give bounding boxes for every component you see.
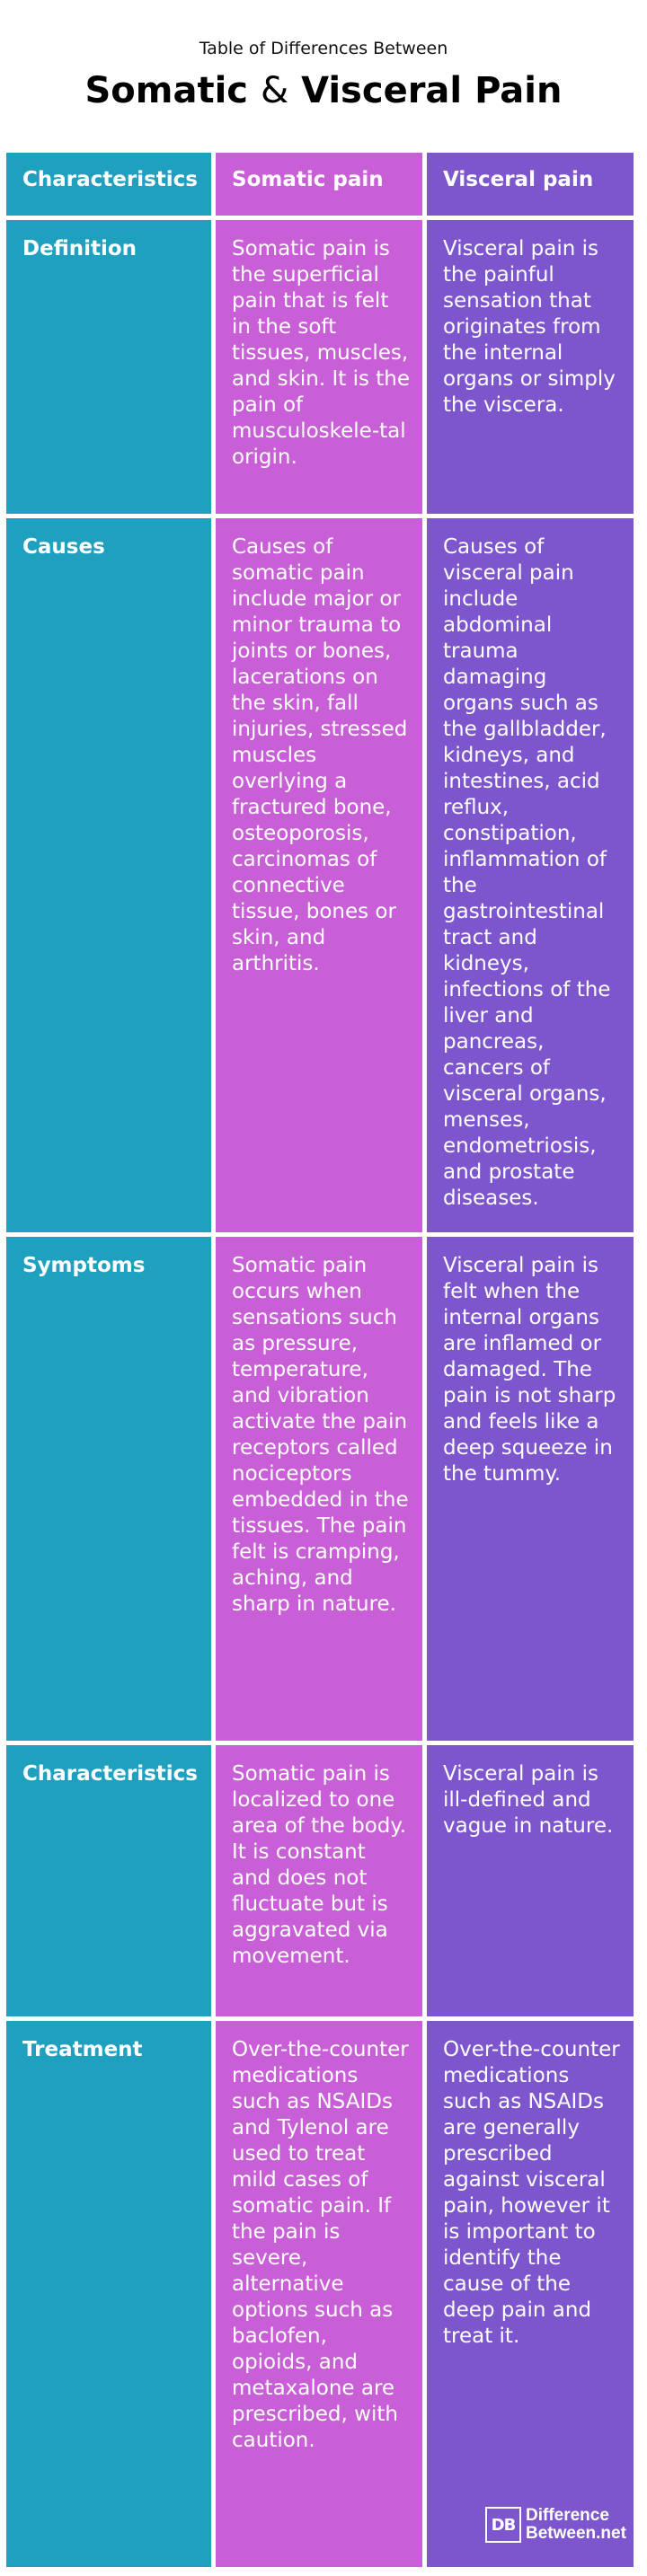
db-logo-icon: DB	[485, 2507, 521, 2543]
row-label-causes: Causes	[6, 518, 211, 1232]
row-label-symptoms: Symptoms	[6, 1237, 211, 1741]
row-label-characteristics: Characteristics	[6, 1745, 211, 2016]
column-header-somatic: Somatic pain	[216, 153, 422, 216]
page-title	[0, 70, 647, 111]
row-label-definition: Definition	[6, 220, 211, 514]
somatic-definition-cell: Somatic pain is the superficial pain that is felt in the soft tissues, muscles, and skin. It is the pain of musculoskele-tal origin.	[216, 220, 422, 514]
row-label-treatment: Treatment	[6, 2021, 211, 2567]
logo-line-1: Difference	[526, 2506, 609, 2525]
visceral-symptoms-cell: Visceral pain is felt when the internal organs are inflamed or damaged. The pain is not sharp and feels like a deep squeeze in the tummy.	[427, 1237, 634, 1741]
page-subtitle: Table of Differences Between	[199, 39, 448, 58]
logo-line-2: Between.net	[526, 2524, 626, 2543]
visceral-causes-cell: Causes of visceral pain include abdominal trauma damaging organs such as the gallbladder, kidneys, and intestines, acid reflux, constipation, inflammation of the gastrointestinal tract and kidneys, infections of the liver and pancreas, cancers of visceral organs, menses, endometriosis, and prostate diseases.	[427, 518, 634, 1232]
logo-wordmark	[526, 2507, 626, 2543]
title-right: Visceral Pain	[301, 70, 563, 111]
somatic-characteristics-cell: Somatic pain is localized to one area of the body. It is constant and does not fluctuate but is aggravated via movement.	[216, 1745, 422, 2016]
visceral-characteristics-cell: Visceral pain is ill-defined and vague in nature.	[427, 1745, 634, 2016]
somatic-treatment-cell: Over-the-counter medications such as NSAIDs and Tylenol are used to treat mild cases of somatic pain. If the pain is severe, alternative options such as baclofen, opioids, and metaxalone are prescribed, with caution.	[216, 2021, 422, 2567]
visceral-definition-cell: Visceral pain is the painful sensation that originates from the internal organs or simply the viscera.	[427, 220, 634, 514]
title-left: Somatic	[84, 70, 249, 111]
differencebetween-logo	[485, 2501, 626, 2549]
somatic-causes-cell: Causes of somatic pain include major or minor trauma to joints or bones, lacerations on the skin, fall injuries, stressed muscles overlying a fractured bone, osteoporosis, carcinomas of connective tissue, bones or skin, and arthritis.	[216, 518, 422, 1232]
somatic-symptoms-cell: Somatic pain occurs when sensations such as pressure, temperature, and vibration activate the pain receptors called nociceptors embedded in the tissues. The pain felt is cramping, aching, and sharp in nature.	[216, 1237, 422, 1741]
column-header-visceral: Visceral pain	[427, 153, 634, 216]
visceral-treatment-cell: Over-the-counter medications such as NSAIDs are generally prescribed against visceral pain, however it is important to identify the cause of the deep pain and treat it.	[427, 2021, 634, 2567]
column-header-characteristics: Characteristics	[6, 153, 211, 216]
title-ampersand: &	[260, 70, 289, 111]
